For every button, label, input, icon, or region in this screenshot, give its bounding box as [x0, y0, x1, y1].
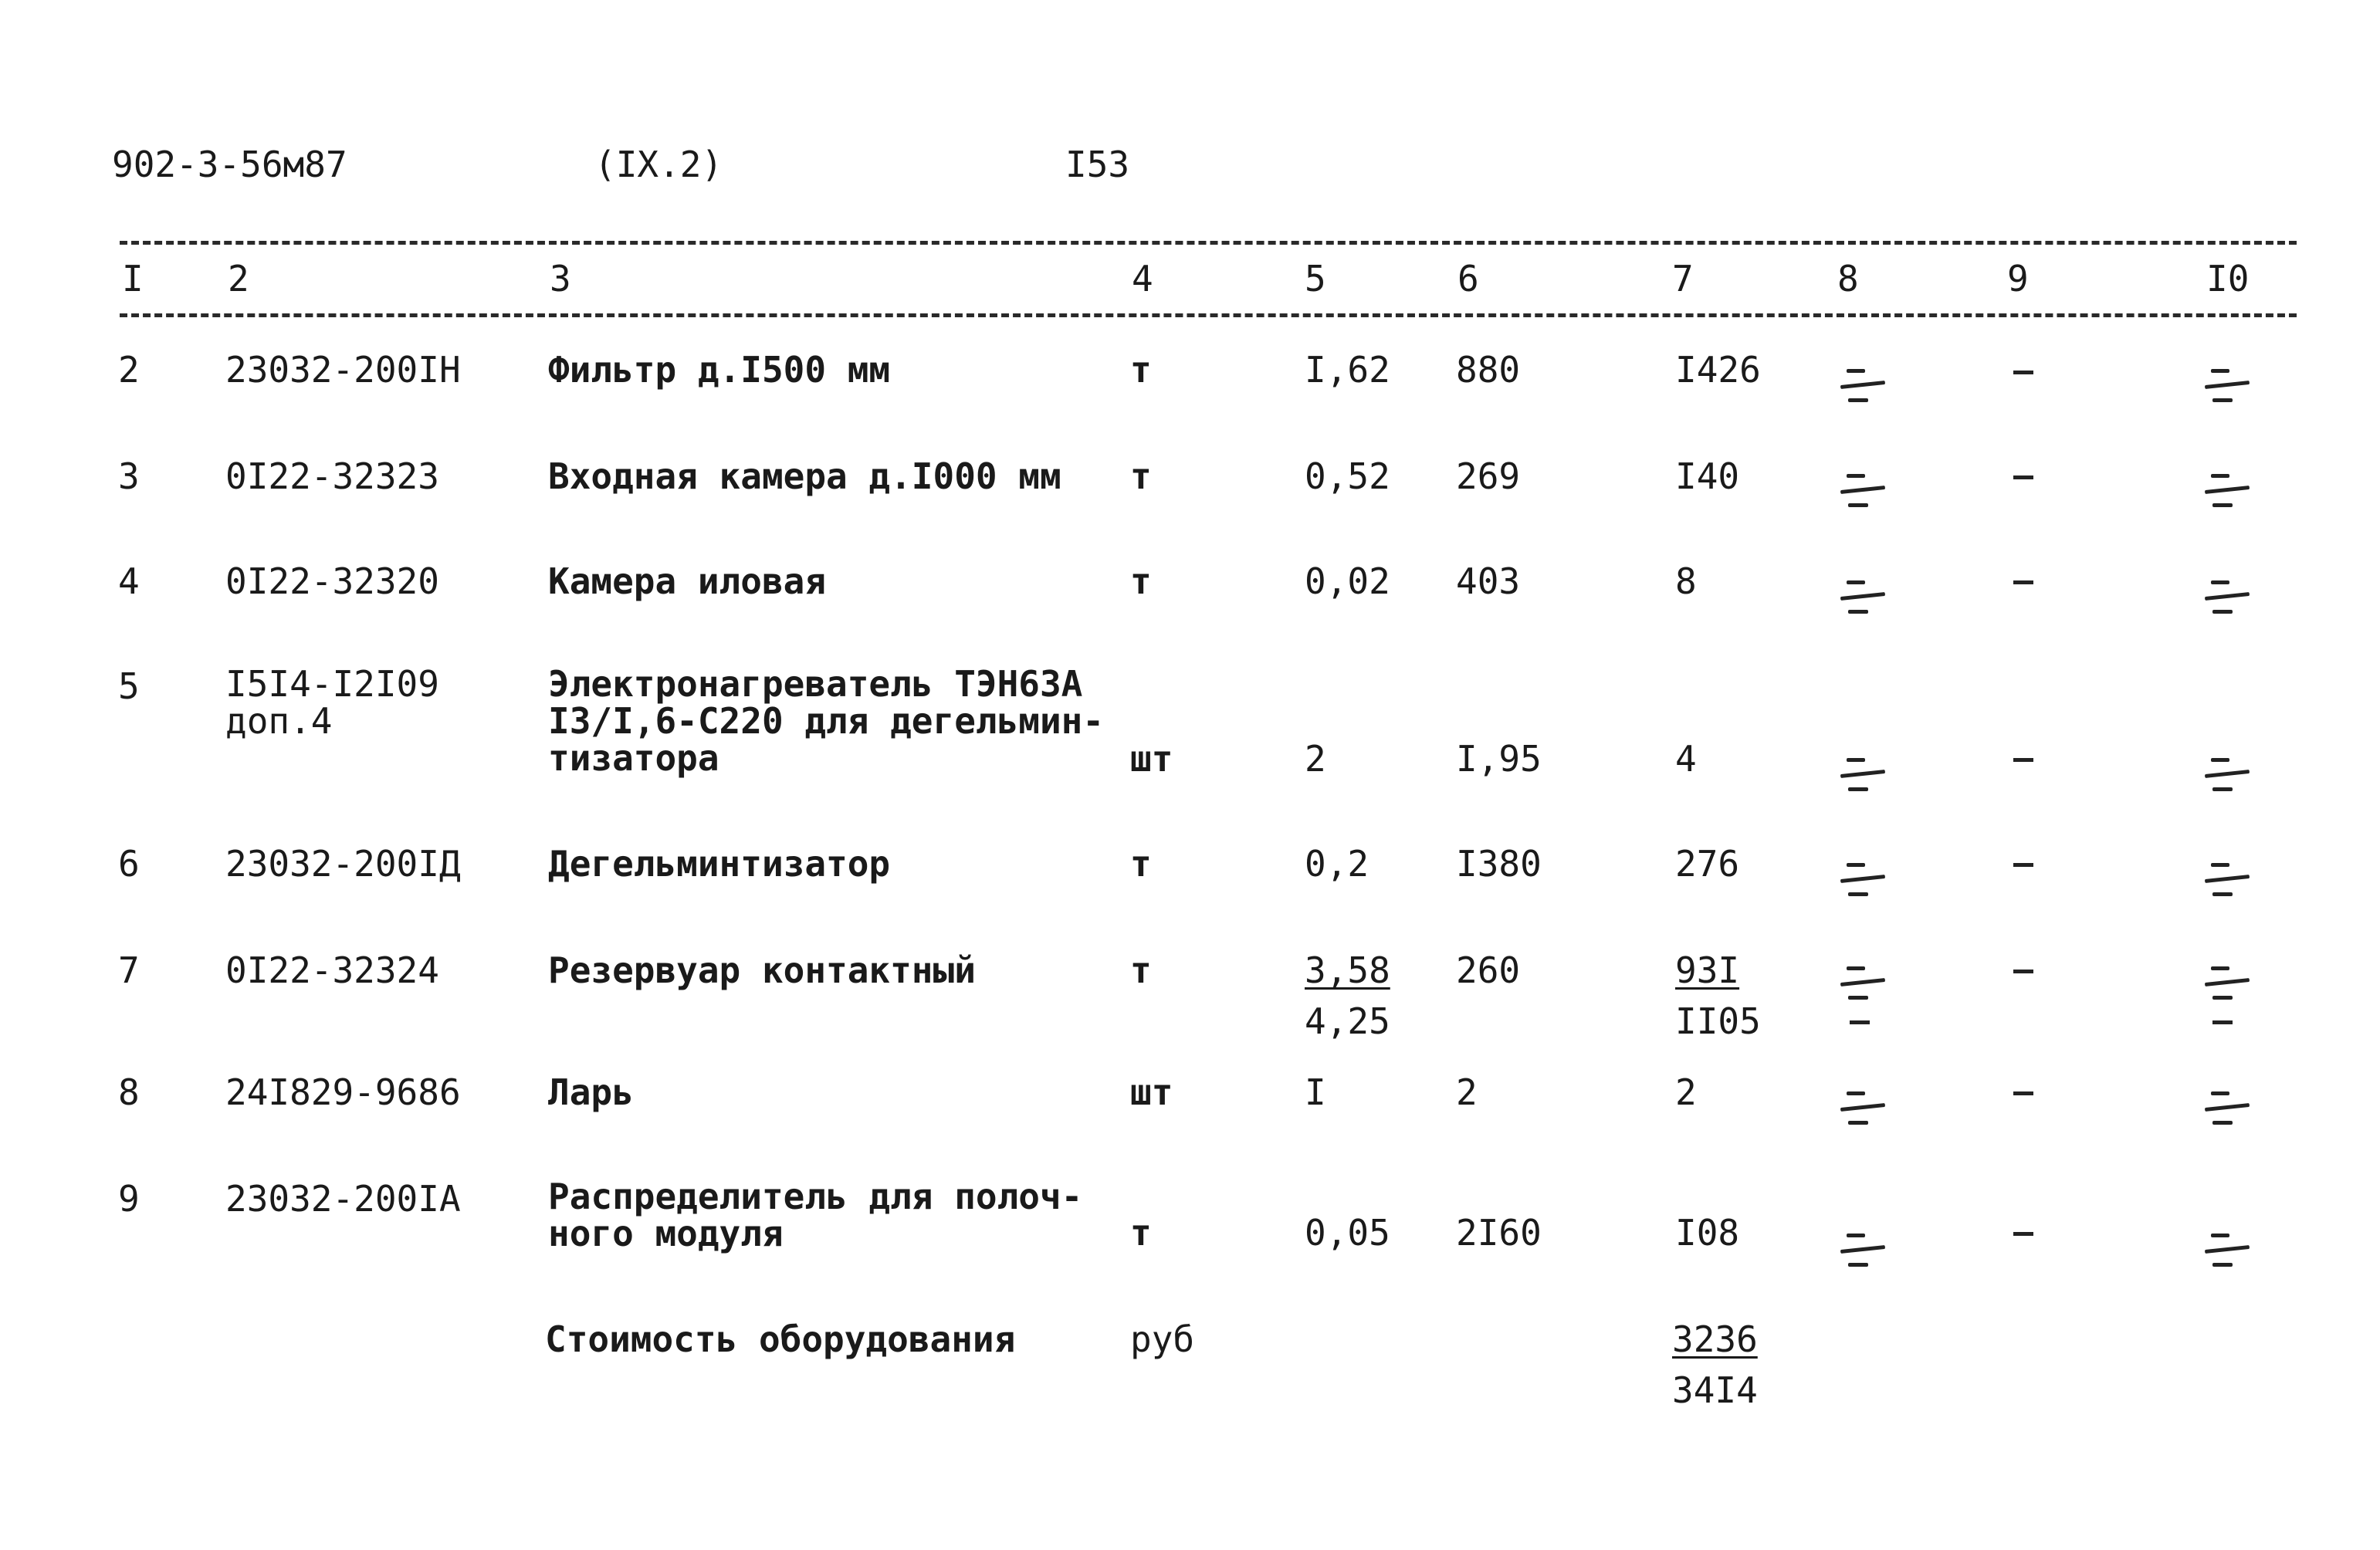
ditto-mark	[2205, 469, 2251, 513]
item-unit: т	[1130, 455, 1152, 497]
item-code: 0I22-32323	[225, 455, 439, 497]
ditto-mark	[1840, 1087, 1887, 1130]
ditto-mark	[1840, 576, 1887, 619]
column-header-3: 3	[550, 258, 571, 300]
quantity: 3,58	[1305, 949, 1390, 991]
item-name: Ларь	[548, 1071, 634, 1113]
dash-mark	[2013, 1091, 2033, 1095]
item-unit: шт	[1130, 738, 1173, 780]
total-cost: I40	[1675, 455, 1740, 497]
item-name: Дегельминтизатор	[548, 843, 891, 885]
row-number: 8	[118, 1071, 140, 1113]
item-name: Камера иловая	[548, 560, 827, 602]
column-header-7: 7	[1672, 258, 1694, 300]
column-header-2: 2	[228, 258, 249, 300]
ditto-mark	[2205, 364, 2251, 408]
item-code: 0I22-32324	[225, 949, 439, 991]
ditto-mark	[2205, 962, 2251, 1005]
dash-mark	[2013, 371, 2033, 374]
ditto-mark	[2205, 1087, 2251, 1130]
item-code: 23032-200IД	[225, 843, 461, 885]
ditto-mark	[1840, 364, 1887, 408]
dash-mark	[2013, 475, 2033, 479]
ditto-mark	[2205, 1229, 2251, 1272]
ditto-mark	[2205, 753, 2251, 797]
row-number: 4	[118, 560, 140, 602]
total-value-alt: 34I4	[1672, 1369, 1758, 1411]
quantity: 0,2	[1305, 843, 1369, 885]
quantity: I,62	[1305, 349, 1390, 391]
document-code: 902-3-56м87	[112, 144, 347, 185]
unit-price: 403	[1456, 560, 1521, 602]
row-number: 7	[118, 949, 140, 991]
item-unit: т	[1130, 1212, 1152, 1254]
item-unit: т	[1130, 949, 1152, 991]
section-reference: (IX.2)	[594, 144, 723, 185]
item-name: Распределитель для полоч- ного модуля	[548, 1176, 1083, 1254]
quantity: I	[1305, 1071, 1326, 1113]
item-code: 23032-200IН	[225, 349, 461, 391]
total-unit: руб	[1130, 1318, 1195, 1360]
page-number: I53	[1065, 144, 1130, 185]
ditto-mark	[2205, 576, 2251, 619]
total-cost-alt: II05	[1675, 1000, 1761, 1042]
item-code: 23032-200IА	[225, 1178, 461, 1220]
item-name: Резервуар контактный	[548, 949, 976, 991]
quantity: 0,05	[1305, 1212, 1390, 1254]
item-code: 24I829-9686	[225, 1071, 461, 1113]
quantity: 2	[1305, 738, 1326, 780]
item-unit: т	[1130, 843, 1152, 885]
unit-price: I,95	[1456, 738, 1542, 780]
unit-price: 2	[1456, 1071, 1478, 1113]
quantity: 0,52	[1305, 455, 1390, 497]
dash-mark	[2013, 758, 2033, 762]
column-header-4: 4	[1132, 258, 1153, 300]
quantity-alt: 4,25	[1305, 1000, 1390, 1042]
column-header-10: I0	[2206, 258, 2250, 300]
column-header-5: 5	[1305, 258, 1326, 300]
ditto-mark	[1840, 1229, 1887, 1272]
unit-price: 269	[1456, 455, 1521, 497]
item-name: Фильтр д.I500 мм	[548, 349, 891, 391]
dash-mark	[2013, 580, 2033, 584]
total-cost: 276	[1675, 843, 1740, 885]
total-cost: 93I	[1675, 949, 1740, 991]
item-unit: шт	[1130, 1071, 1173, 1113]
ditto-mark	[1840, 753, 1887, 797]
column-header-6: 6	[1457, 258, 1479, 300]
item-unit: т	[1130, 349, 1152, 391]
row-number: 9	[118, 1178, 140, 1220]
column-header-8: 8	[1837, 258, 1859, 300]
column-header-9: 9	[2007, 258, 2029, 300]
unit-price: 880	[1456, 349, 1521, 391]
row-number: 3	[118, 455, 140, 497]
total-cost: 2	[1675, 1071, 1697, 1113]
item-unit: т	[1130, 560, 1152, 602]
item-code: I5I4-I2I09 доп.4	[225, 663, 439, 742]
total-cost: I426	[1675, 349, 1761, 391]
unit-price: 260	[1456, 949, 1521, 991]
dash-mark	[2013, 863, 2033, 867]
total-cost: 4	[1675, 738, 1697, 780]
dash-mark	[2212, 1020, 2233, 1024]
dash-mark	[1850, 1020, 1870, 1024]
ditto-mark	[2205, 858, 2251, 902]
ditto-mark	[1840, 858, 1887, 902]
item-code: 0I22-32320	[225, 560, 439, 602]
unit-price: 2I60	[1456, 1212, 1542, 1254]
dash-mark	[2013, 970, 2033, 973]
unit-price: I380	[1456, 843, 1542, 885]
item-name: Электронагреватель ТЭН63А I3/I,6-С220 для дегельмин- тизатора	[548, 663, 1105, 779]
dash-mark	[2013, 1232, 2033, 1236]
ditto-mark	[1840, 469, 1887, 513]
item-name: Входная камера д.I000 мм	[548, 455, 1061, 497]
quantity: 0,02	[1305, 560, 1390, 602]
total-cost: 8	[1675, 560, 1697, 602]
table-header-bottom-rule	[120, 313, 2297, 317]
row-number: 5	[118, 665, 140, 707]
total-value: 3236	[1672, 1318, 1758, 1360]
table-header-top-rule	[120, 241, 2297, 245]
total-label: Стоимость оборудования	[545, 1318, 1016, 1360]
total-cost: I08	[1675, 1212, 1740, 1254]
column-header-1: I	[122, 258, 144, 300]
ditto-mark	[1840, 962, 1887, 1005]
row-number: 2	[118, 349, 140, 391]
row-number: 6	[118, 843, 140, 885]
